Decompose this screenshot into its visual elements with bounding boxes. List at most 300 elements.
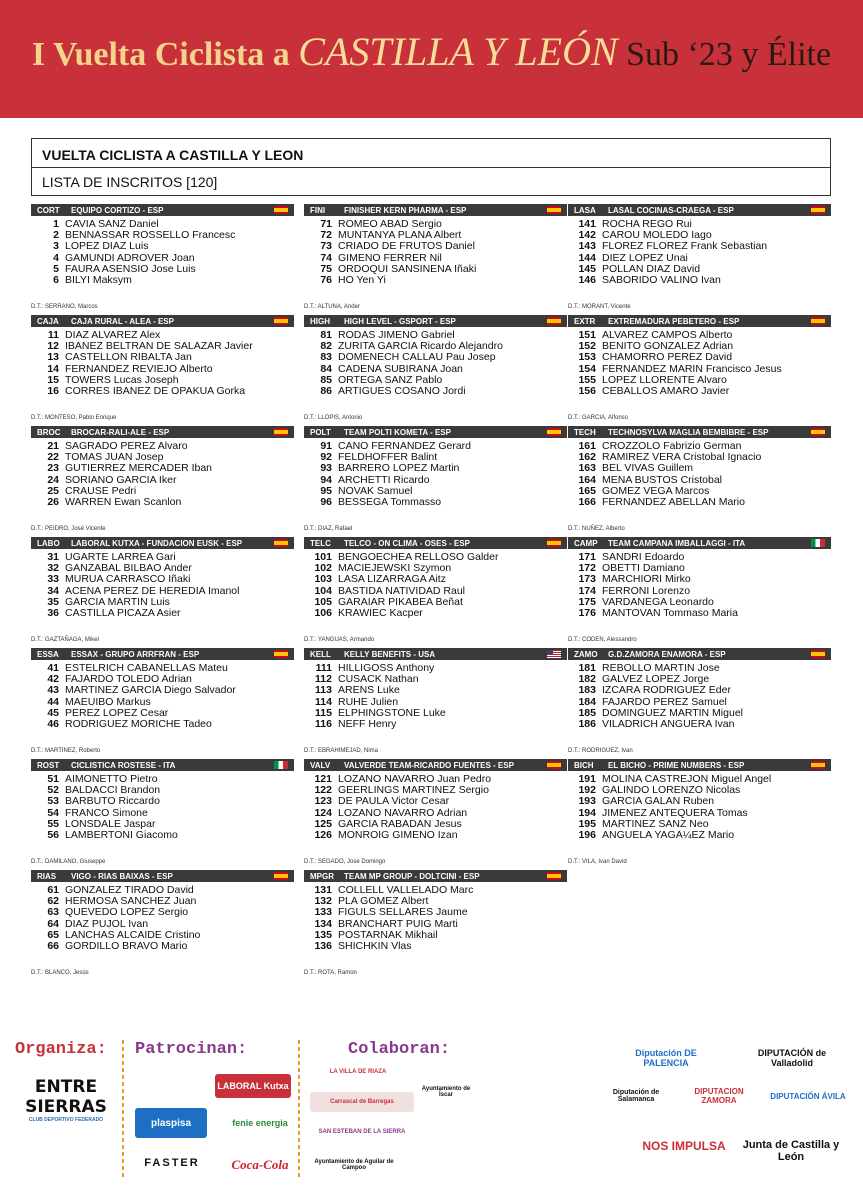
rider-number: 45 (47, 706, 59, 719)
team-header (304, 759, 567, 771)
rider-number: 166 (578, 495, 596, 508)
entry-list-title: LISTA DE INSCRITOS [120] (42, 174, 218, 190)
rider-row (31, 819, 294, 830)
rider-name: UGARTE LARREA Gari (65, 552, 176, 563)
team-header (31, 537, 294, 549)
rider-name: RODAS JIMENO Gabriel (338, 330, 455, 341)
rider-name: BASTIDA NATIVIDAD Raul (338, 585, 466, 597)
rider-number: 161 (578, 440, 596, 452)
rider-row (31, 452, 294, 463)
sponsor-logo: Coca-Cola (231, 1157, 289, 1172)
rider-number: 132 (314, 895, 332, 908)
rider-row (568, 375, 831, 386)
rider-number: 136 (314, 939, 332, 952)
rider-name: ARENS Luke (338, 685, 400, 697)
rider-row (31, 685, 294, 696)
rider-number: 62 (47, 895, 59, 908)
rider-number: 14 (47, 362, 59, 375)
rider-number: 104 (314, 584, 332, 597)
rider-row (568, 275, 831, 286)
rider-number: 185 (578, 706, 596, 719)
team-name: KELLY BENEFITS - USA (344, 649, 436, 659)
rider-row (31, 919, 294, 930)
rider-number: 3 (53, 240, 59, 253)
team-header (568, 426, 831, 438)
rider-row (31, 563, 294, 574)
rider-row (31, 885, 294, 896)
rider-row (568, 719, 831, 730)
rider-list (31, 882, 294, 952)
rider-name: ESTELRICH CABANELLAS Mateu (65, 663, 228, 674)
rider-name: LAMBERTONI Giacomo (65, 829, 178, 841)
rider-name: SABORIDO VALIÑO Ivan (602, 274, 721, 286)
rider-number: 92 (320, 451, 332, 464)
rider-name: CHAMORRO PEREZ David (602, 352, 733, 364)
rider-name: ANGUELA YAGÃ¼EZ Mario (602, 829, 735, 841)
team-name: VALVERDE TEAM-RICARDO FUENTES - ESP (344, 760, 514, 770)
rider-row (304, 685, 567, 696)
rider-name: IBAÑEZ BELTRAN DE SALAZAR Javier (65, 341, 253, 353)
rider-number: 66 (47, 939, 59, 952)
rider-name: GARCIA MARTIN Luis (65, 596, 170, 608)
rider-name: FLOREZ FLOREZ Frank Sebastian (602, 241, 768, 253)
rider-number: 22 (47, 451, 59, 464)
sponsor-logo: FASTER (144, 1157, 200, 1169)
rider-number: 42 (47, 673, 59, 686)
rider-name: ORTEGA SANZ Pablo (338, 374, 443, 386)
rider-number: 174 (578, 584, 596, 597)
rider-number: 82 (320, 340, 332, 353)
rider-number: 125 (314, 817, 332, 830)
rider-name: ROMEO ABAD Sergio (338, 219, 442, 230)
team-block (31, 537, 294, 649)
rider-name: ORDOQUI SANSIÑENA Iñaki (338, 263, 477, 275)
rider-row (304, 919, 567, 930)
rider-name: DIAZ PUJOL Ivan (65, 918, 149, 930)
rider-name: COLLELL VALLELADO Marc (338, 885, 474, 896)
rider-row (31, 796, 294, 807)
divider (298, 1040, 300, 1180)
rider-name: LOPEZ DIAZ Luis (65, 241, 149, 253)
team-code: ZAMO (574, 649, 598, 659)
rider-name: DIEZ LOPEZ Unai (602, 252, 688, 264)
sponsor-logo: fenie energia (232, 1118, 288, 1128)
rider-row (31, 896, 294, 907)
rider-name: CROZZOLO Fabrizio German (602, 441, 742, 452)
rider-number: 112 (315, 673, 332, 686)
rider-name: POLLAN DIAZ David (602, 263, 701, 275)
rider-number: 195 (578, 817, 596, 830)
rider-number: 74 (320, 251, 332, 264)
rider-row (31, 674, 294, 685)
rider-number: 153 (578, 351, 596, 364)
rider-name: FERNANDEZ REVIEJO Alberto (65, 363, 213, 375)
team-director: D.T.: CODEN, Alessandro (568, 637, 637, 643)
rider-row (568, 774, 831, 785)
team-block (304, 648, 567, 760)
team-header (31, 426, 294, 438)
rider-name: LOZANO NAVARRO Adrian (338, 807, 468, 819)
rider-number: 116 (315, 717, 332, 730)
team-block (31, 759, 294, 871)
rider-row (304, 574, 567, 585)
rider-number: 71 (320, 218, 332, 230)
team-header (568, 759, 831, 771)
rider-row (304, 719, 567, 730)
rider-name: FRANCO Simone (65, 807, 148, 819)
rider-name: TOMAS JUAN Josep (65, 452, 164, 464)
rider-number: 122 (314, 784, 332, 797)
collab-logo: LA VILLA DE RIAZA (329, 1069, 387, 1075)
rider-name: ARCHETTI Ricardo (338, 474, 430, 486)
rider-list (568, 327, 831, 397)
sponsor-logo: LABORAL Kutxa (215, 1074, 291, 1098)
rider-number: 163 (578, 462, 596, 475)
collab-logo: Junta de Castilla y León (742, 1139, 840, 1163)
rider-row (568, 785, 831, 796)
title-banner (0, 0, 863, 118)
team-code: CORT (37, 205, 60, 215)
rider-row (568, 597, 831, 608)
rider-name: BILYI Maksym (65, 274, 132, 286)
rider-row (31, 497, 294, 508)
rider-list (304, 771, 567, 841)
rider-name: CAVIA SANZ Daniel (65, 219, 159, 230)
team-director: D.T.: NUÑEZ, Alberto (568, 526, 625, 532)
rider-name: LOZANO NAVARRO Juan Pedro (338, 774, 492, 785)
rider-list (568, 660, 831, 730)
event-title: VUELTA CICLISTA A CASTILLA Y LEON (32, 139, 830, 168)
rider-number: 63 (47, 906, 59, 919)
team-director: D.T.: MONTESO, Pablo Enrique (31, 415, 117, 421)
rider-row (568, 486, 831, 497)
org-logo-sub: CLUB DEPORTIVO FEDERADO (28, 1117, 104, 1123)
rider-row (568, 441, 831, 452)
rider-name: CANO FERNANDEZ Gerard (338, 441, 472, 452)
sponsor-logo: plaspisa (135, 1108, 207, 1138)
rider-number: 162 (578, 451, 596, 464)
rider-row (568, 796, 831, 807)
rider-row (568, 264, 831, 275)
rider-number: 182 (578, 673, 596, 686)
rider-row (304, 463, 567, 474)
team-block (304, 537, 567, 649)
rider-number: 133 (314, 906, 332, 919)
rider-number: 156 (578, 384, 596, 397)
rider-name: RAMIREZ VERA Cristobal Ignacio (602, 452, 762, 464)
team-code: LABO (37, 538, 60, 548)
rider-number: 56 (47, 828, 59, 841)
rider-number: 61 (47, 884, 59, 896)
rider-number: 35 (47, 595, 59, 608)
esp-flag-icon (811, 650, 825, 658)
rider-name: MARCHIORI Mirko (602, 574, 691, 586)
rider-name: BEL VIVAS Guillem (602, 463, 694, 475)
team-name: FINISHER KERN PHARMA - ESP (344, 205, 467, 215)
rider-row (568, 463, 831, 474)
rider-name: CRAUSE Pedri (65, 485, 137, 497)
team-name: HIGH LEVEL - GSPORT - ESP (344, 316, 456, 326)
rider-number: 4 (53, 251, 59, 264)
rider-name: POSTARNAK Mikhail (338, 929, 438, 941)
rider-name: BALDACCI Brandon (65, 785, 161, 797)
rider-list (568, 438, 831, 508)
rider-name: FELDHOFFER Balint (338, 452, 438, 464)
rider-name: TOWERS Lucas Joseph (65, 374, 179, 386)
rider-row (304, 663, 567, 674)
team-code: BROC (37, 427, 61, 437)
rider-row (568, 475, 831, 486)
rider-number: 184 (578, 695, 596, 708)
rider-name: CADENA SUBIRANA Joan (338, 363, 463, 375)
org-logo-text: ENTRE SIERRAS (25, 1077, 107, 1117)
rider-row (568, 819, 831, 830)
divider (122, 1040, 124, 1180)
rider-row (304, 885, 567, 896)
rider-name: BENGOECHEA RELLOSO Galder (338, 552, 499, 563)
rider-number: 25 (47, 484, 59, 497)
rider-name: LASA LIZARRAGA Aitz (338, 574, 446, 586)
rider-name: GANZABAL BILBAO Ander (65, 563, 192, 575)
rider-list (568, 216, 831, 286)
rider-row (304, 552, 567, 563)
rider-row (304, 586, 567, 597)
rider-number: 165 (578, 484, 596, 497)
collab-logo: Diputación de Salamanca (612, 1089, 660, 1103)
rider-row (568, 808, 831, 819)
rider-number: 91 (320, 440, 332, 452)
rider-number: 15 (47, 373, 59, 386)
team-code: CAJA (37, 316, 59, 326)
rider-name: KRAWIEC Kacper (338, 607, 423, 619)
rider-number: 105 (314, 595, 332, 608)
rider-number: 2 (53, 229, 59, 242)
rider-number: 113 (315, 684, 332, 697)
rider-row (31, 264, 294, 275)
rider-row (304, 708, 567, 719)
rider-row (304, 452, 567, 463)
team-director: D.T.: VILA, Ivan David (568, 859, 627, 865)
rider-number: 43 (47, 684, 59, 697)
rider-number: 181 (578, 662, 596, 674)
team-header (304, 870, 567, 882)
rider-row (568, 241, 831, 252)
rider-row (568, 330, 831, 341)
rider-number: 41 (47, 662, 59, 674)
team-director: D.T.: EBRAHIMEJAD, Nima (304, 748, 379, 754)
rider-name: ALVAREZ CAMPOS Alberto (602, 330, 733, 341)
team-director: D.T.: PEIDRO, José Vicente (31, 526, 106, 532)
rider-number: 145 (578, 262, 596, 275)
rider-row (31, 785, 294, 796)
rider-row (304, 253, 567, 264)
rider-number: 123 (314, 795, 332, 808)
ita-flag-icon (811, 539, 825, 547)
team-code: BICH (574, 760, 594, 770)
rider-name: MOLINA CASTREJON Miguel Angel (602, 774, 772, 785)
rider-row (304, 941, 567, 952)
rider-name: DIAZ ALVAREZ Alex (65, 330, 161, 341)
rider-name: SAGRADO PEREZ Alvaro (65, 441, 188, 452)
rider-name: FIGULS SELLARES Jaume (338, 907, 468, 919)
banner-title-script: CASTILLA Y LEÓN (298, 29, 618, 74)
collab-logo: DIPUTACION ZAMORA (694, 1087, 744, 1105)
team-director: D.T.: MARTINEZ, Roberto (31, 748, 101, 754)
rider-row (568, 452, 831, 463)
rider-row (31, 364, 294, 375)
rider-number: 141 (578, 218, 596, 230)
rider-list (304, 549, 567, 619)
team-header (31, 870, 294, 882)
rider-name: ROCHA REGO Rui (602, 219, 692, 230)
rider-number: 85 (320, 373, 332, 386)
rider-name: GEERLINGS MARTINEZ Sergio (338, 785, 489, 797)
team-block (304, 204, 567, 316)
rider-row (568, 497, 831, 508)
team-header (304, 648, 567, 660)
team-director: D.T.: ROTA, Ramon (304, 970, 357, 976)
rider-name: GARCIA RABADAN Jesus (338, 818, 462, 830)
rider-name: HO Yen Yi (338, 274, 386, 286)
esp-flag-icon (811, 761, 825, 769)
rider-number: 106 (314, 606, 332, 619)
rider-name: ELPHINGSTONE Luke (338, 707, 446, 719)
rider-number: 84 (320, 362, 332, 375)
team-block (568, 204, 831, 316)
rider-name: GARCIA GALAN Ruben (602, 796, 715, 808)
rider-number: 46 (47, 717, 59, 730)
rider-row (568, 674, 831, 685)
rider-name: GALINDO LORENZO Nicolas (602, 785, 741, 797)
team-name: EXTREMADURA PEBETERO - ESP (608, 316, 740, 326)
team-code: ROST (37, 760, 60, 770)
collab-logo: NOS IMPULSA (642, 1139, 726, 1153)
rider-name: MONROIG GIMENO Izan (338, 829, 458, 841)
rider-row (304, 563, 567, 574)
collab-logo: DIPUTACIÓN ÁVILA (770, 1091, 846, 1101)
esp-flag-icon (547, 206, 561, 214)
team-header (304, 315, 567, 327)
rider-row (568, 697, 831, 708)
rider-name: GALVEZ LOPEZ Jorge (602, 674, 710, 686)
rider-number: 183 (578, 684, 596, 697)
rider-row (304, 441, 567, 452)
rider-name: MENA BUSTOS Cristobal (602, 474, 723, 486)
rider-name: LOPEZ LLORENTE Alvaro (602, 374, 727, 386)
team-header (31, 315, 294, 327)
team-code: CAMP (574, 538, 598, 548)
rider-row (31, 708, 294, 719)
rider-name: QUEVEDO LOPEZ Sergio (65, 907, 189, 919)
rider-name: VARDANEGA Leonardo (602, 596, 714, 608)
rider-list (304, 327, 567, 397)
team-name: CAJA RURAL - ALEA - ESP (71, 316, 174, 326)
rider-list (31, 771, 294, 841)
esp-flag-icon (811, 206, 825, 214)
rider-row (31, 574, 294, 585)
team-code: KELL (310, 649, 331, 659)
team-header (568, 315, 831, 327)
team-director: D.T.: DIAZ, Rafael (304, 526, 353, 532)
collab-logo: Diputación DE PALENCIA (635, 1048, 697, 1068)
rider-name: BENITO GONZALEZ Adrian (602, 341, 734, 353)
rider-row (568, 230, 831, 241)
rider-row (31, 241, 294, 252)
rider-row (304, 219, 567, 230)
rider-list (304, 882, 567, 952)
rider-row (304, 486, 567, 497)
rider-name: GAMUNDI ADROVER Joan (65, 252, 195, 264)
team-block (568, 315, 831, 427)
rider-number: 124 (314, 806, 332, 819)
team-header (568, 648, 831, 660)
team-name: TEAM POLTI KOMETA - ESP (344, 427, 451, 437)
rider-name: CEBALLOS AMARO Javier (602, 385, 730, 397)
rider-name: GONZALEZ TIRADO David (65, 885, 194, 896)
rider-name: LANCHAS ALCAIDE Cristino (65, 929, 201, 941)
team-block (568, 426, 831, 538)
rider-name: ZURITA GARCIA Ricardo Alejandro (338, 341, 503, 353)
rider-name: BENNASSAR ROSSELLO Francesc (65, 230, 236, 242)
team-block (31, 315, 294, 427)
rider-number: 95 (320, 484, 332, 497)
rider-name: PLA GOMEZ Albert (338, 896, 429, 908)
team-block (568, 537, 831, 649)
rider-list (304, 216, 567, 286)
rider-number: 1 (53, 218, 59, 230)
rider-number: 54 (47, 806, 59, 819)
rider-number: 164 (578, 473, 596, 486)
banner-title-prefix: I Vuelta Ciclista a (31, 36, 290, 73)
team-code: FINI (310, 205, 326, 215)
rider-row (304, 241, 567, 252)
rider-row (304, 774, 567, 785)
rider-name: FAJARDO PEREZ Samuel (602, 696, 727, 708)
rider-number: 192 (578, 784, 596, 797)
rider-name: OBETTI Damiano (602, 563, 685, 575)
rider-number: 32 (47, 562, 59, 575)
rider-row (304, 608, 567, 619)
rider-number: 144 (578, 251, 596, 264)
rider-row (304, 375, 567, 386)
rider-number: 196 (578, 828, 596, 841)
rider-number: 53 (47, 795, 59, 808)
team-code: EXTR (574, 316, 596, 326)
rider-row (568, 830, 831, 841)
rider-name: GORDILLO BRAVO Mario (65, 940, 188, 952)
rider-list (31, 327, 294, 397)
rider-number: 115 (315, 706, 332, 719)
rider-row (31, 463, 294, 474)
team-name: ESSAX - GRUPO ARRFRAN - ESP (71, 649, 200, 659)
rider-name: FERNANDEZ MARIN Francisco Jesus (602, 363, 782, 375)
team-code: POLT (310, 427, 331, 437)
rider-number: 154 (578, 362, 596, 375)
rider-row (304, 697, 567, 708)
rider-number: 73 (320, 240, 332, 253)
rider-name: CRIADO DE FRUTOS Daniel (338, 241, 475, 253)
rider-row (304, 386, 567, 397)
banner-title-suffix: Sub ‘23 y Élite (626, 36, 832, 73)
patrocinan-label: Patrocinan: (135, 1040, 248, 1059)
team-header (31, 204, 294, 216)
rider-name: REBOLLO MARTIN Jose (602, 663, 720, 674)
rider-number: 101 (314, 551, 332, 563)
rider-number: 186 (578, 717, 596, 730)
rider-number: 23 (47, 462, 59, 475)
rider-row (31, 719, 294, 730)
team-code: MPGR (310, 871, 334, 881)
